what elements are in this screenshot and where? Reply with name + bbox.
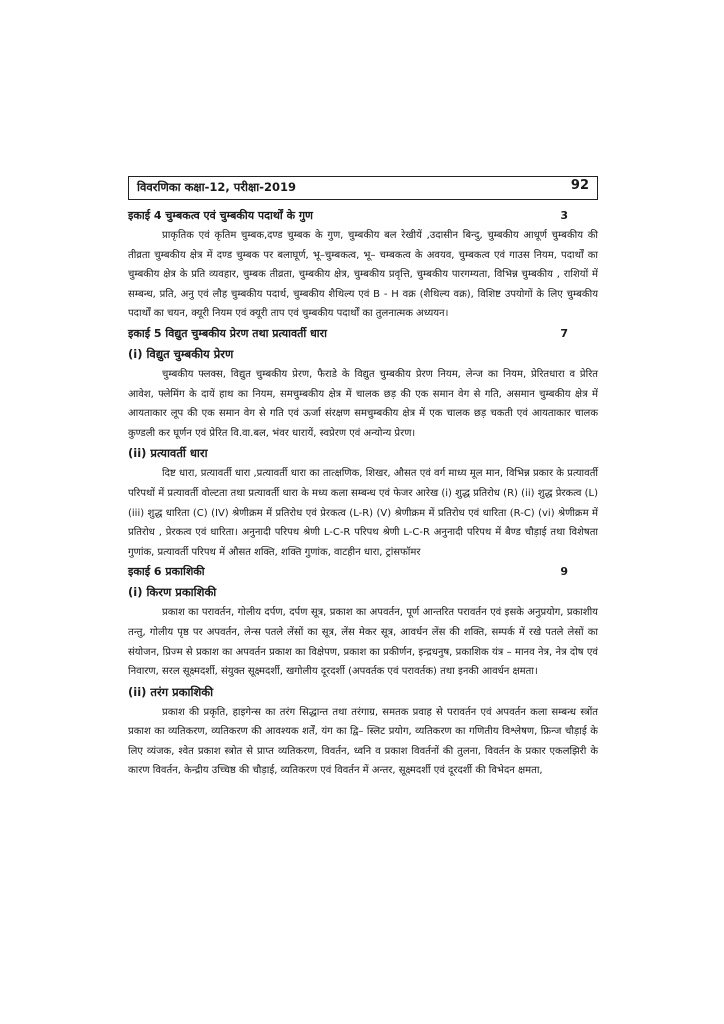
section-heading: (i) विद्युत चुम्बकीय प्रेरण	[128, 346, 234, 361]
section-paragraph: दिष्ट धारा, प्रत्यावर्ती धारा ,प्रत्यावर्ती धारा का तात्क्षणिक, शिखर, औसत एवं वर्ग माध्य मूल मान, विभिन्न प्रकार के प्रत्यावर्ती परिपथों में प्रत्यावर्ती वोल्टता तथा प्रत्यावर्ती धारा के मध्य कला सम्बन्ध एवं फेजर आरेख (i) शुद्ध प्रतिरोध (R) (ii) शुद्ध प्रेरकत्व (L) (iii) शुद्ध धारिता (C) (IV) श्रेणीक्रम में प्रतिरोध एवं प्रेरकत्व (L-R) (V) श्रेणीक्रम में प्रतिरोध एवं धारिता (R-C) (vi) श्रेणीक्रम में प्रतिरोध , प्रेरकत्व एवं धारिता। अनुनादी परिपथ श्रेणी L-C-R परिपथ श्रेणी L-C-R अनुनादी परिपथ में बैण्ड चौड़ाई तथा विशेषता गुणांक, प्रत्यावर्ती परिपथ में औसत शक्ति, शक्ति गुणांक, वाटहीन धारा, ट्रांसफॉमर	[128, 468, 598, 558]
section-heading: (i) किरण प्रकाशिकी	[128, 585, 217, 600]
section-paragraph: प्रकाश की प्रकृति, हाइगेन्स का तरंग सिद्धान्त तथा तरंगाग्र, समतक प्रवाह से परावर्तन एवं अपवर्तन कला सम्बन्ध स्त्रोंत प्रकाश का व्यतिकरण, व्यतिकरण की आवश्यक शर्तें, यंग का द्वि– स्लिट प्रयोग, व्यतिकरण का गणितीय विश्लेषण, फ्रिन्ज चौड़ाई के लिए व्यंजक, श्वेत प्रकाश स्त्रोत से प्राप्त व्यतिकरण, विवर्तन, ध्वनि व प्रकाश विवर्तनों की तुलना, विवर्तन के प्रकार एकलझिरी के कारण विवर्तन, केन्द्रीय उच्चिष्ठ की चौड़ाई, व्यतिकरण एवं विवर्तन में अन्तर, सूक्ष्मदर्शी एवं दूरदर्शी की विभेदन क्षमता,	[128, 706, 598, 777]
unit-5	[128, 324, 598, 562]
section-alternating-current	[128, 443, 598, 562]
unit-title: इकाई 6 प्रकाशिकी	[128, 565, 205, 579]
unit-heading	[128, 206, 598, 226]
section-heading: (ii) प्रत्यावर्ती धारा	[128, 446, 208, 461]
unit-title: इकाई 5 विद्युत चुम्बकीय प्रेरण तथा प्रत्यावर्ती धारा	[128, 326, 327, 340]
unit-heading	[128, 562, 598, 582]
section-paragraph: चुम्बकीय फ्लक्स, विद्युत चुम्बकीय प्रेरण, फैराडे के विद्युत चुम्बकीय प्रेरण नियम, लेन्ज का नियम, प्रेरितधारा व प्रेरित आवेश, फ्लेमिंग के दायें हाथ का नियम, समचुम्बकीय क्षेत्र में चालक छड़ की एक समान वेग से गति, असमान चुम्बकीय क्षेत्र में आयताकार लूप की एक समान वेग से गति एवं ऊर्जा संरक्षण समचुम्बकीय क्षेत्र में एक चालक छड़ चकती एवं आयताकार चालक कुण्डली कर घूर्णन एवं प्रेरित वि.वा.बल, भंवर धारायें, स्वप्रेरण एवं अन्योन्य प्रेरण।	[128, 368, 598, 439]
section-electromagnetic-induction	[128, 344, 598, 443]
unit-marks: 9	[560, 565, 568, 579]
unit-marks: 3	[560, 209, 568, 222]
unit-6	[128, 562, 598, 781]
page-header	[128, 176, 598, 200]
unit-4	[128, 206, 598, 324]
unit-marks: 7	[560, 326, 568, 340]
section-heading: (ii) तरंग प्रकाशिकी	[128, 684, 214, 699]
unit-paragraph: प्राकृतिक एवं कृतिम चुम्बक,दण्ड चुम्बक के गुण, चुम्बकीय बल रेखीयें ,उदासीन बिन्दु, चुम्बकीय आधूर्ण चुम्बकीय की तीव्रता चुम्बकीय क्षेत्र में दण्ड चुम्बक पर बलाघूर्ण, भू–चुम्बकत्व, भू– चम्बकत्व के अवयव, चुम्बकत्व एवं गाउस नियम, पदार्थों का चुम्बकीय क्षेत्र के प्रति व्यवहार, चुम्बक तीव्रता, चुम्बकीय क्षेत्र, चुम्बकीय प्रवृत्ति, चुम्बकीय पारगम्यता, विभिन्न चुम्बकीय , राशियों में सम्बन्ध, प्रति, अनु एवं लौह चुम्बकीय पदार्थ, चुम्बकीय शैथिल्य एवं B - H वक्र (शैथिल्य वक्र), विशिष्ट उपयोगों के लिए चुम्बकीय पदार्थों का चयन, क्यूरी नियम एवं क्यूरी ताप एवं चुम्बकीय पदार्थों का तुलनात्मक अध्ययन।	[128, 230, 598, 320]
unit-title: इकाई 4 चुम्बकत्व एवं चुम्बकीय पदार्थों के गुण	[128, 209, 314, 222]
header-title: विवरणिका कक्षा-12, परीक्षा-2019	[137, 180, 296, 194]
unit-heading	[128, 324, 598, 344]
page-content	[128, 206, 598, 781]
page-number: 92	[570, 178, 589, 193]
section-ray-optics	[128, 582, 598, 681]
section-wave-optics	[128, 682, 598, 781]
section-paragraph: प्रकाश का परावर्तन, गोलीय दर्पण, दर्पण सूत्र, प्रकाश का अपवर्तन, पूर्ण आन्तरित परावर्तन एवं इसके अनुप्रयोग, प्रकाशीय तन्तु, गोलीय पृष्ठ पर अपवर्तन, लेन्स पतले लेंसों का सूत्र, लेंस मेकर सूत्र, आवर्धन लेंस की शक्ति, सम्पर्क में रखे पतले लेसों का संयोजन, प्रिज्म से प्रकाश का अपवर्तन प्रकाश का विक्षेपण, प्रकाश का प्रकीर्णन, इन्द्रधनुष, प्रकाशिक यंत्र – मानव नेत्र, नेत्र दोष एवं निवारण, सरल सूक्ष्मदर्शी, संयुक्त सूक्ष्मदर्शी, खगोलीय दूरदर्शी (अपवर्तक एवं परावर्तक) तथा इनकी आवर्धन क्षमता।	[128, 607, 598, 678]
